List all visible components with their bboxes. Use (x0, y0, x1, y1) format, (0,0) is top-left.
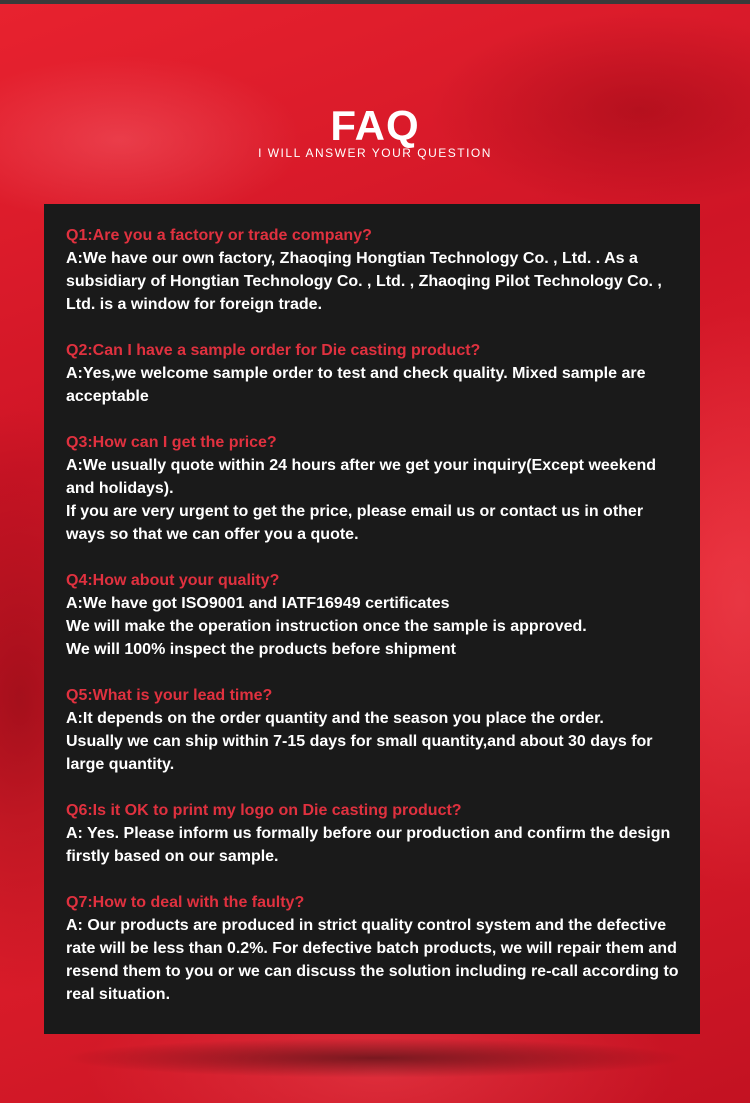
faq-item-4 (66, 569, 680, 661)
panel-shadow (60, 1038, 690, 1078)
faq-item-7 (66, 891, 680, 1006)
faq-item-1 (66, 224, 680, 316)
faq-question: Q4:How about your quality? (66, 572, 280, 589)
faq-item-2 (66, 339, 680, 408)
faq-answer: A:We have our own factory, Zhaoqing Hongtian Technology Co. , Ltd. . As a subsidiary of Hongtian Technology Co. , Ltd. , Zhaoqing Pilot Technology Co. , Ltd. is a window for foreign trade. (66, 250, 662, 313)
faq-answer: A: Our products are produced in strict quality control system and the defective rate will be less than 0.2%. For defective batch products, we will repair them and resend them to you or we can discuss the solution including re-call according to real situation. (66, 917, 679, 1003)
faq-panel (44, 204, 700, 1034)
faq-question: Q6:Is it OK to print my logo on Die casting product? (66, 802, 462, 819)
faq-question: Q2:Can I have a sample order for Die casting product? (66, 342, 481, 359)
faq-answer: A:We have got ISO9001 and IATF16949 certificates We will make the operation instruction once the sample is approved. We will 100% inspect the products before shipment (66, 595, 587, 658)
faq-item-5 (66, 684, 680, 776)
faq-answer: A:We usually quote within 24 hours after we get your inquiry(Except weekend and holidays). If you are very urgent to get the price, please email us or contact us in other ways so that we can offer you a quote. (66, 457, 657, 543)
top-strip (0, 0, 750, 4)
faq-answer: A: Yes. Please inform us formally before our production and confirm the design firstly based on our sample. (66, 825, 671, 865)
faq-question: Q3:How can I get the price? (66, 434, 277, 451)
faq-question: Q5:What is your lead time? (66, 687, 273, 704)
page-subtitle: I WILL ANSWER YOUR QUESTION (258, 146, 492, 160)
page-title: FAQ (330, 102, 420, 150)
faq-answer: A:Yes,we welcome sample order to test and check quality. Mixed sample are acceptable (66, 365, 646, 405)
faq-answer: A:It depends on the order quantity and the season you place the order. Usually we can ship within 7-15 days for small quantity,and about 30 days for large quantity. (66, 710, 653, 773)
faq-question: Q1:Are you a factory or trade company? (66, 227, 372, 244)
faq-item-3 (66, 431, 680, 546)
faq-item-6 (66, 799, 680, 868)
faq-question: Q7:How to deal with the faulty? (66, 894, 305, 911)
